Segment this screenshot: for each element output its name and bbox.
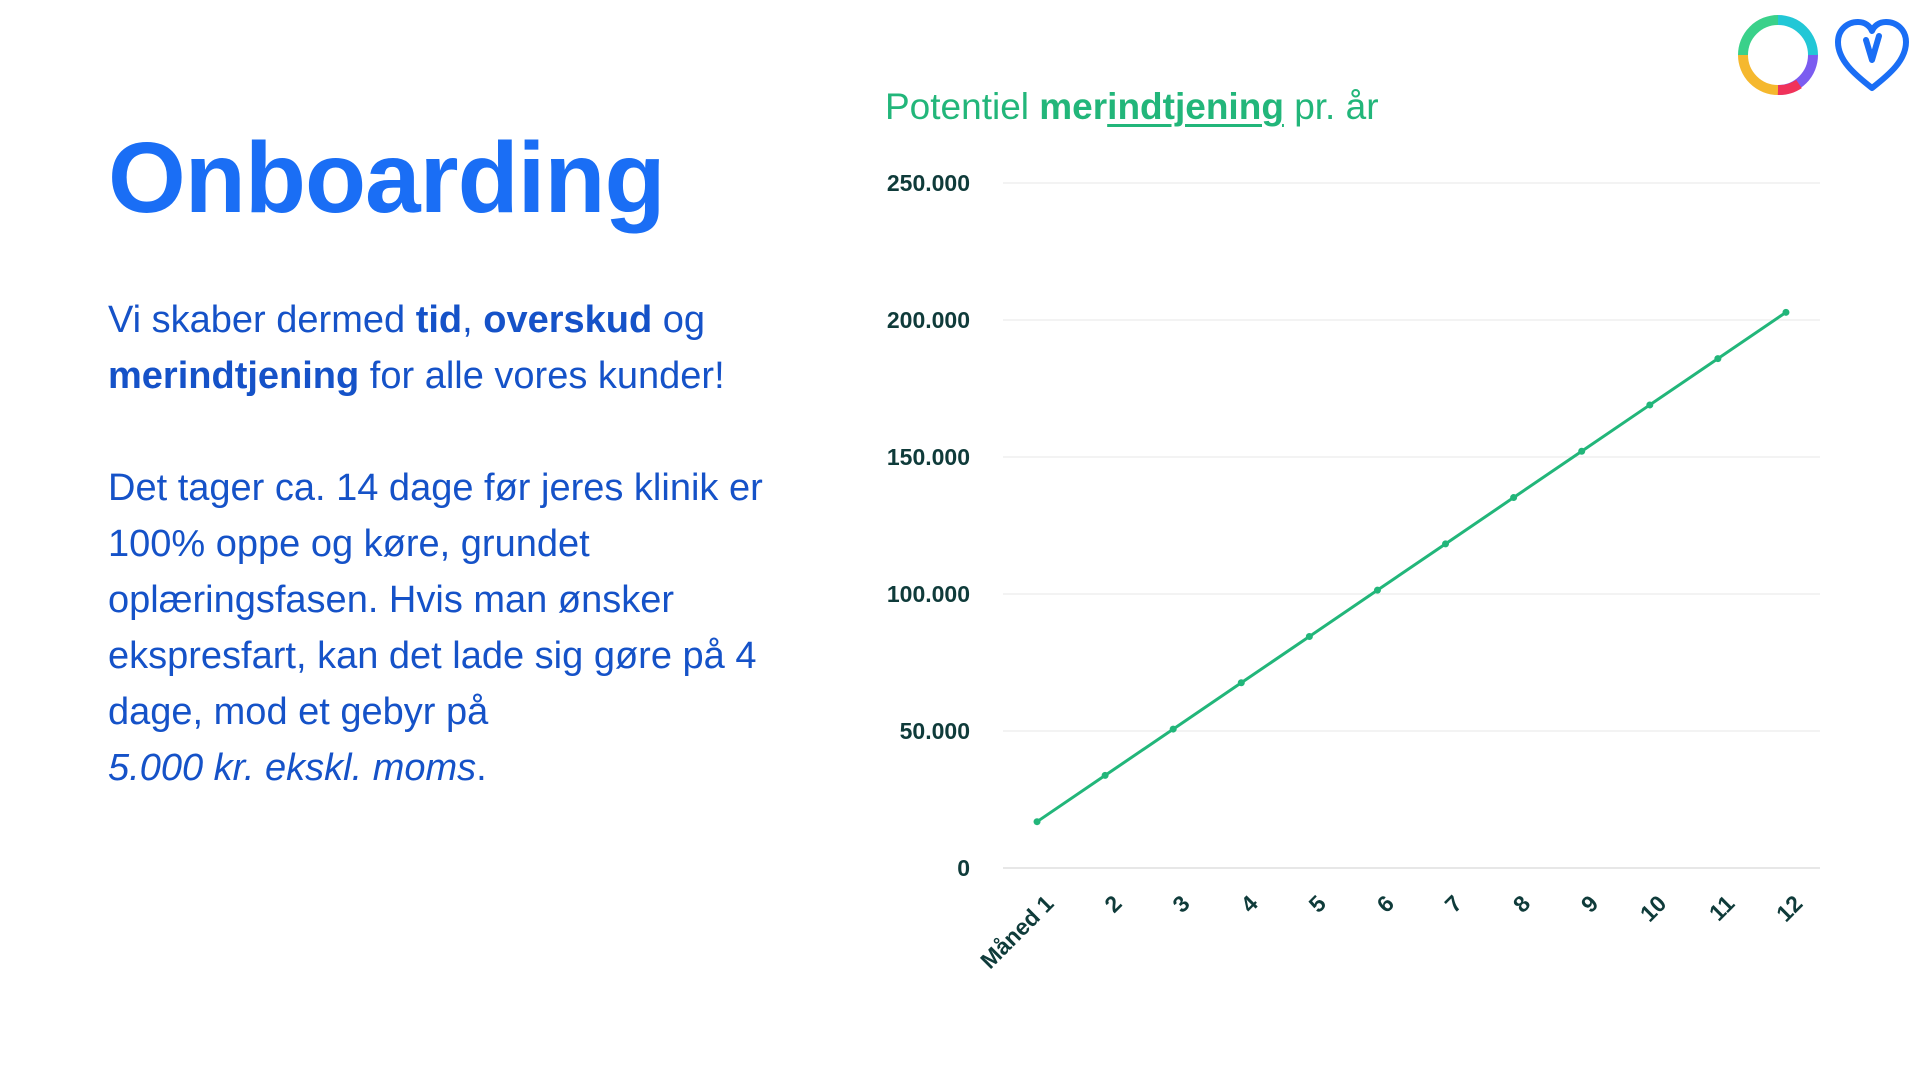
y-tick-label: 200.000 xyxy=(886,307,970,333)
y-tick-label: 50.000 xyxy=(899,718,970,744)
data-point xyxy=(1306,633,1313,640)
x-tick-label: Måned 1 xyxy=(975,890,1059,974)
heart-logo-icon xyxy=(1832,14,1912,94)
x-tick-label: 2 xyxy=(1099,890,1127,918)
data-point xyxy=(1782,309,1789,316)
body-text: Det tager ca. 14 dage før jeres klinik er 100% oppe og køre, grundet oplæringsfasen. Hvis man ønsker ekspresfart, kan det lade sig gøre på 4 dage, mod et gebyr på xyxy=(108,467,763,733)
y-tick-label: 100.000 xyxy=(886,581,970,607)
x-tick-label: 12 xyxy=(1771,890,1808,927)
x-tick-label: 6 xyxy=(1371,890,1399,918)
chart-title-bold: mer xyxy=(1039,86,1108,127)
data-point xyxy=(1442,540,1449,547)
data-point xyxy=(1714,355,1721,362)
body-highlight-merindtjening: merindtjening xyxy=(108,355,360,397)
x-tick-label: 9 xyxy=(1575,890,1604,918)
body-text: for alle vores kunder! xyxy=(359,355,725,397)
x-tick-label: 8 xyxy=(1507,890,1536,918)
x-tick-label: 5 xyxy=(1303,890,1331,918)
slide-title: Onboarding xyxy=(108,122,665,234)
data-point xyxy=(1170,726,1177,733)
data-point xyxy=(1646,401,1653,408)
y-tick-label: 0 xyxy=(957,855,970,881)
body-text: , xyxy=(462,299,484,341)
data-point xyxy=(1102,772,1109,779)
x-tick-label: 11 xyxy=(1703,890,1740,926)
ring-logo-icon xyxy=(1737,14,1819,96)
x-tick-label: 4 xyxy=(1235,890,1263,918)
x-tick-label: 7 xyxy=(1439,890,1468,918)
y-tick-label: 250.000 xyxy=(886,170,970,196)
body-text: . xyxy=(476,747,487,789)
x-tick-label: 3 xyxy=(1167,890,1195,918)
body-highlight-overskud: overskud xyxy=(483,299,653,341)
chart-title-bold-underlined: indtjening xyxy=(1107,86,1284,127)
data-point xyxy=(1510,494,1517,501)
data-point xyxy=(1034,818,1041,825)
data-point xyxy=(1578,448,1585,455)
chart-title-text: Potentiel xyxy=(885,86,1040,127)
data-point xyxy=(1238,679,1245,686)
body-highlight-tid: tid xyxy=(415,299,463,341)
body-fee-amount: 5.000 kr. ekskl. moms xyxy=(108,747,477,789)
body-text: Vi skaber dermed xyxy=(108,299,416,341)
chart-title-text: pr. år xyxy=(1283,86,1379,127)
series-line xyxy=(1037,312,1786,821)
x-tick-label: 10 xyxy=(1634,890,1672,927)
y-tick-label: 150.000 xyxy=(886,444,970,470)
data-point xyxy=(1374,587,1381,594)
body-text: og xyxy=(652,299,706,341)
